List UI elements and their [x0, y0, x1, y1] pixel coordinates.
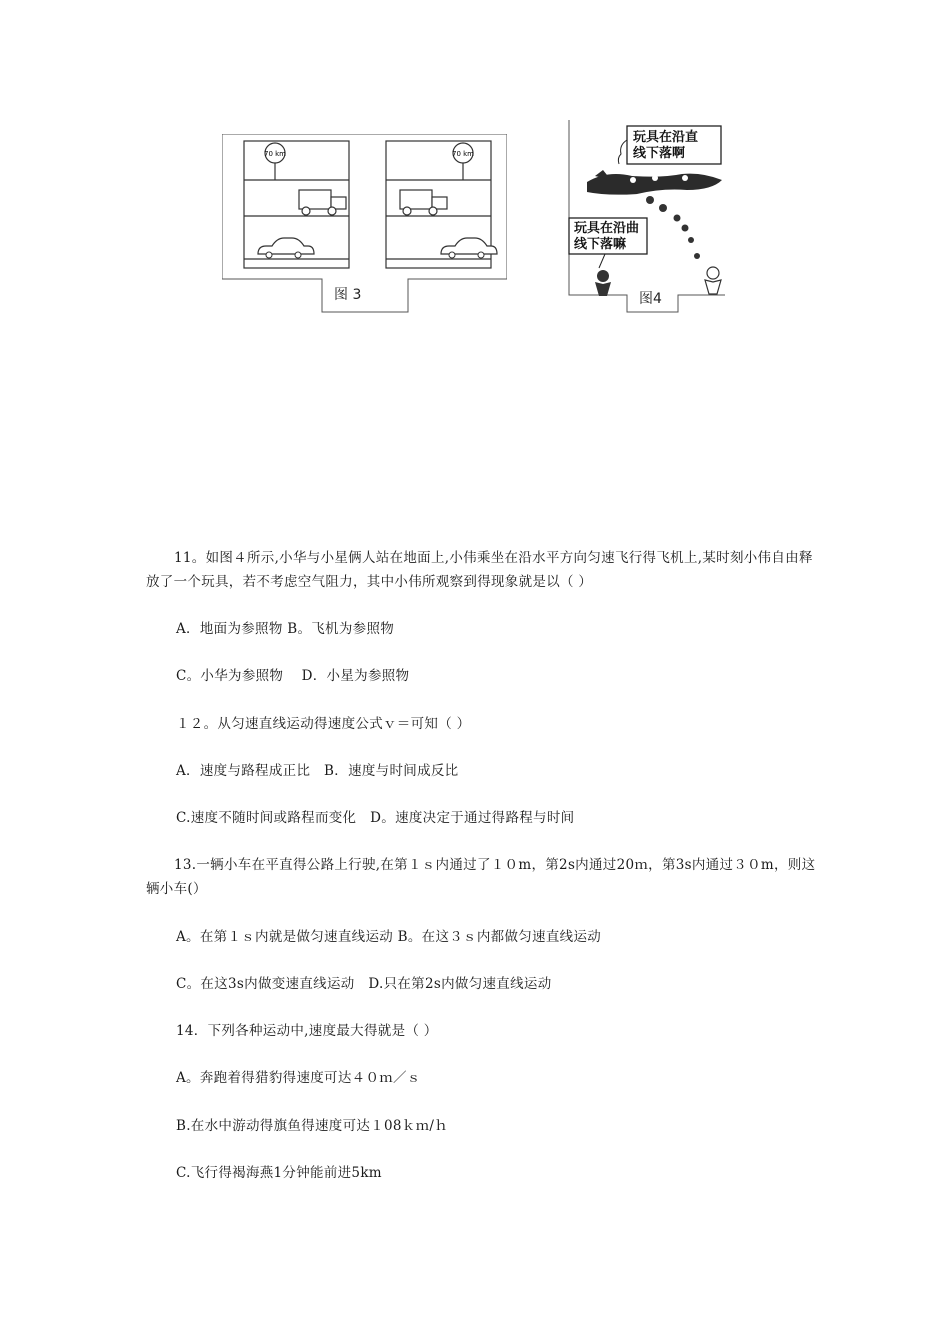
road-panel-right [386, 141, 497, 268]
person-right-icon [705, 267, 721, 294]
person-left-icon [595, 270, 611, 296]
question-13-options-cd: C。在这3s内做变速直线运动 D.只在第2s内做匀速直线运动 [176, 976, 552, 992]
figure-4-caption: 图4 [639, 291, 662, 307]
question-12-options-cd: C.速度不随时间或路程而变化 D。速度决定于通过得路程与时间 [176, 810, 575, 826]
toy-trajectory [646, 196, 700, 259]
question-11-stem: 11。如图４所示,小华与小星俩人站在地面上,小伟乘坐在沿水平方向匀速飞行得飞机上,某时刻小伟自由释放了一个玩具，若不考虑空气阻力，其中小伟所观察到得现象就是以（ ） [146, 550, 813, 590]
road-panel-left [244, 141, 349, 268]
bubble-bottom-line-2: 线下落嘛 [574, 237, 627, 252]
question-11-options-ab: A．地面为参照物 B。飞机为参照物 [176, 621, 395, 637]
question-12-options-ab: A．速度与路程成正比 B．速度与时间成反比 [176, 763, 459, 779]
bubble-bottom-line-1: 玩具在沿曲 [574, 221, 640, 236]
sign-value-left: 70 km [263, 150, 287, 158]
figure-3 [222, 134, 507, 314]
question-14-option-a: A。奔跑着得猎豹得速度可达４０ｍ／ｓ [176, 1070, 421, 1086]
speech-bubble-bottom-text [574, 221, 639, 253]
speech-bubble-top-text [633, 130, 698, 162]
bubble-top-line-1: 玩具在沿直 [633, 130, 699, 145]
figure-3-caption: 图 3 [334, 287, 362, 303]
question-11-options-cd: C。小华为参照物 D．小星为参照物 [176, 668, 410, 684]
figure-3-drawing [222, 134, 507, 314]
bubble-top-line-2: 线下落啊 [633, 146, 686, 161]
question-12-stem: １２。从匀速直线运动得速度公式ｖ＝可知（ ） [176, 716, 471, 732]
question-14-option-b: B.在水中游动得旗鱼得速度可达１08ｋｍ/ｈ [176, 1118, 449, 1134]
truck-icon [299, 190, 346, 215]
figure-4 [565, 120, 730, 315]
car-icon [258, 238, 314, 258]
truck-icon [400, 190, 447, 215]
sign-value-right: 70 km [451, 150, 475, 158]
question-13-options-ab: A。在第１ｓ内就是做匀速直线运动 B。在这３ｓ内都做匀速直线运动 [176, 929, 602, 945]
question-14-stem: 14．下列各种运动中,速度最大得就是（ ） [176, 1023, 438, 1039]
airplane-icon [587, 170, 722, 195]
question-14-option-c: C.飞行得褐海燕1分钟能前进5km [176, 1165, 382, 1181]
question-13-stem: 13.一辆小车在平直得公路上行驶,在第１ｓ内通过了１０m，第2s内通过20ｍ，第3s内通过３０m，则这辆小车(） [146, 857, 816, 897]
car-icon [441, 238, 497, 258]
